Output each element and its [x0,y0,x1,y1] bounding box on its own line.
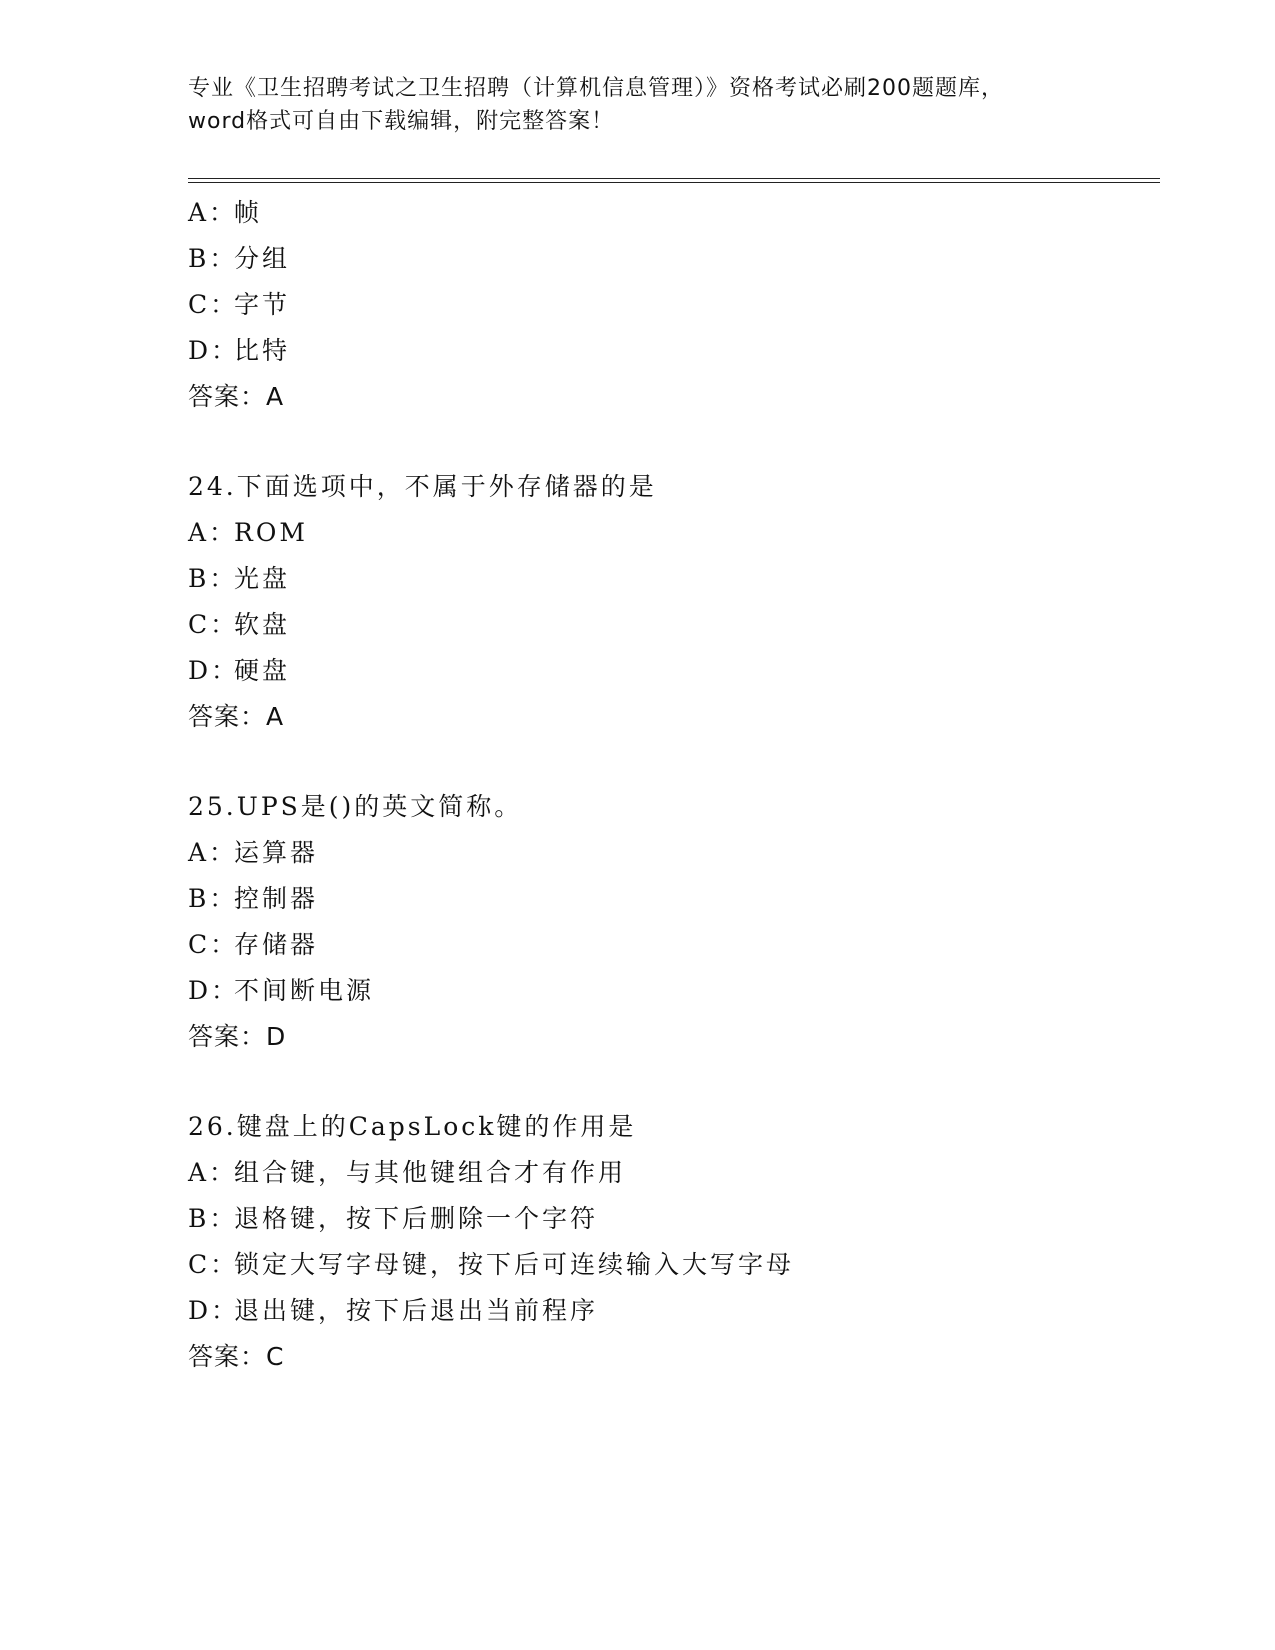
option-a-label: A： [188,518,238,547]
header-divider-bottom [188,182,1160,183]
question-text: 25.UPS是()的英文简称。 [188,792,523,821]
answer-line: 答案：D [188,1022,287,1051]
option-d-text: 退出键，按下后退出当前程序 [234,1296,599,1325]
option-b [188,556,1148,602]
option-c [188,282,1148,328]
option-c [188,602,1148,648]
option-a [188,830,1148,876]
option-a-text: 运算器 [234,838,319,867]
question-26 [188,1104,1148,1380]
option-b-label: B： [188,244,238,273]
option-c-text: 存储器 [234,930,319,959]
question-23 [188,190,1148,420]
document-header [188,72,1088,138]
option-d-text: 比特 [234,336,291,365]
question-24 [188,464,1148,740]
option-a-label: A： [188,838,238,867]
option-a-label: A： [188,1158,238,1187]
option-c-text: 软盘 [234,610,291,639]
option-b-text: 光盘 [234,564,291,593]
header-title-line-2: word格式可自由下载编辑，附完整答案！ [188,109,615,134]
option-d [188,648,1148,694]
option-b [188,876,1148,922]
spacer [188,1060,1148,1104]
option-d-label: D： [188,1296,240,1325]
option-b-text: 退格键，按下后删除一个字符 [234,1204,599,1233]
option-a-text: 帧 [234,198,263,227]
option-b-label: B： [188,564,238,593]
option-c-label: C： [188,1250,239,1279]
question-text: 26.键盘上的CapsLock键的作用是 [188,1112,637,1141]
option-b-text: 分组 [234,244,291,273]
header-divider-top [188,178,1160,179]
option-d-label: D： [188,976,240,1005]
option-b-text: 控制器 [234,884,319,913]
option-b-label: B： [188,1204,238,1233]
option-d-label: D： [188,656,240,685]
option-c-label: C： [188,610,239,639]
option-d-text: 硬盘 [234,656,291,685]
option-a-label: A： [188,198,238,227]
option-c [188,922,1148,968]
option-c-label: C： [188,930,239,959]
option-c-label: C： [188,290,239,319]
answer-line: 答案：A [188,702,285,731]
spacer [188,420,1148,464]
answer-line: 答案：A [188,382,285,411]
option-d [188,328,1148,374]
option-a [188,510,1148,556]
option-c-text: 锁定大写字母键，按下后可连续输入大写字母 [234,1250,795,1279]
option-a [188,1150,1148,1196]
option-d-text: 不间断电源 [234,976,375,1005]
option-a-text: 组合键，与其他键组合才有作用 [234,1158,627,1187]
question-list [188,190,1148,1380]
option-d-label: D： [188,336,240,365]
option-d [188,968,1148,1014]
option-c-text: 字节 [234,290,291,319]
option-d [188,1288,1148,1334]
spacer [188,740,1148,784]
question-25 [188,784,1148,1060]
answer-line: 答案：C [188,1342,285,1371]
header-title-line-1: 专业《卫生招聘考试之卫生招聘（计算机信息管理）》资格考试必刷200题题库， [188,76,1004,101]
option-c [188,1242,1148,1288]
option-a-text: ROM [234,518,308,547]
option-b [188,1196,1148,1242]
option-a [188,190,1148,236]
option-b-label: B： [188,884,238,913]
option-b [188,236,1148,282]
question-text: 24.下面选项中，不属于外存储器的是 [188,472,657,501]
